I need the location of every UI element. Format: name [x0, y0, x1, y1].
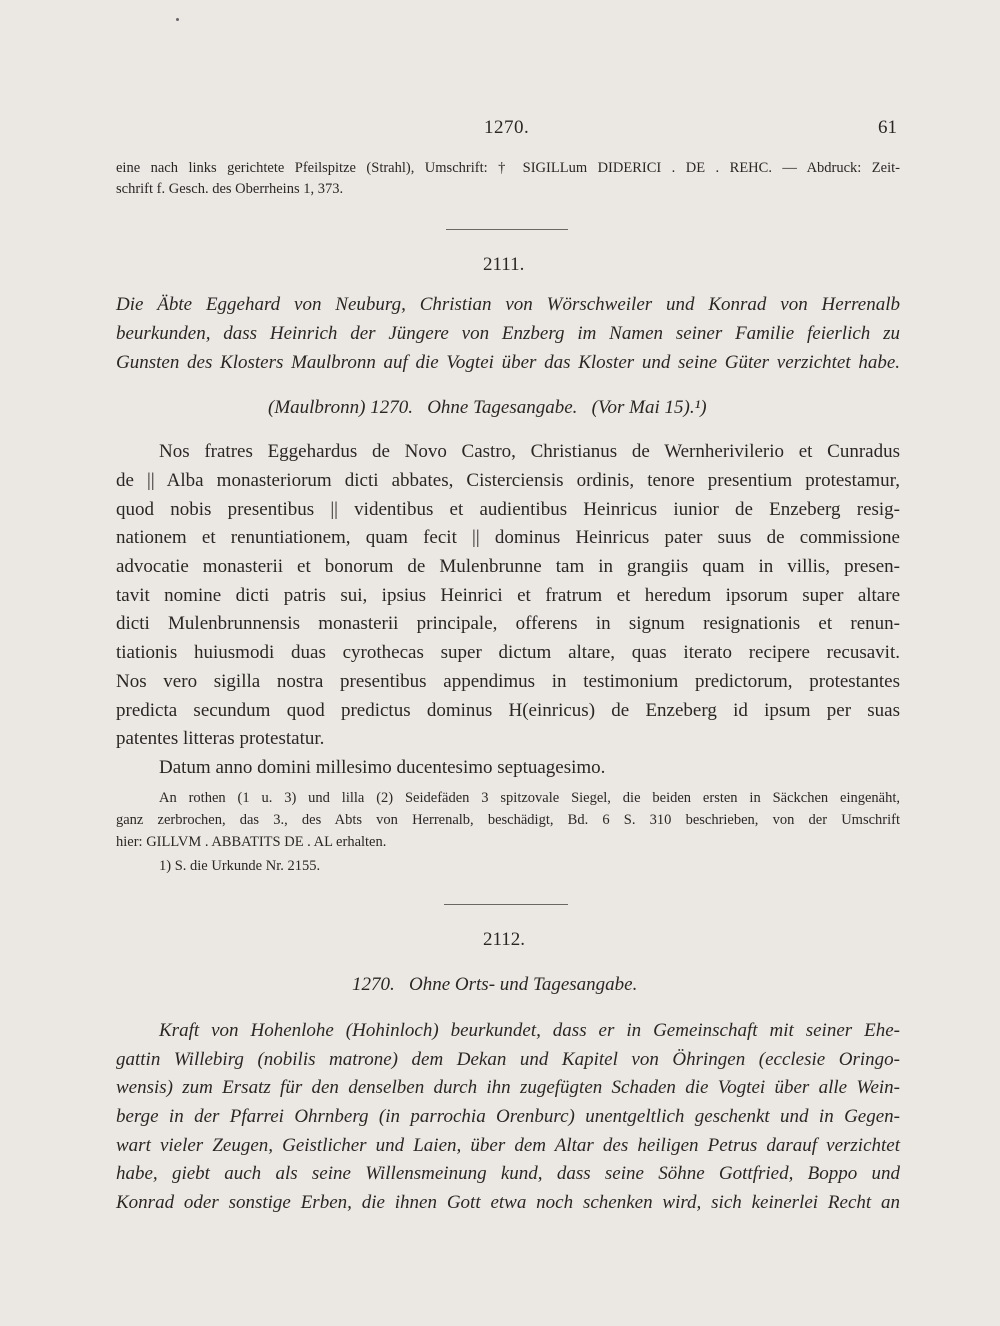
section-divider: [446, 229, 568, 230]
document-number: 2112.: [483, 929, 526, 950]
text-line: de || Alba monasteriorum dicti abbates, Cisterciensis ordinis, tenore presentium protestamur,: [116, 470, 900, 491]
datum-line: Datum anno domini millesimo ducentesimo septuagesimo.: [159, 757, 606, 778]
text-line: Nos vero sigilla nostra presentibus appendimus in testimonium predictorum, protestantes: [116, 671, 900, 692]
speck-mark: [176, 18, 179, 21]
summary-line: wart vieler Zeugen, Geistlicher und Laien, über dem Altar des heiligen Petrus darauf verzichtet: [116, 1135, 900, 1156]
summary-line: beurkunden, dass Heinrich der Jüngere von Enzberg im Namen seiner Familie feierlich zu: [116, 323, 900, 344]
dateline: 1270. Ohne Orts- und Tagesangabe.: [352, 974, 638, 995]
summary-line: gattin Willebirg (nobilis matrone) dem Dekan und Kapitel von Öhringen (ecclesie Oringo-: [116, 1049, 900, 1070]
text-line: dicti Mulenbrunnensis monasterii principale, offerens in signum resignationis et renun-: [116, 613, 900, 634]
footnote: 1) S. die Urkunde Nr. 2155.: [159, 858, 321, 874]
document-number: 2111.: [483, 254, 525, 275]
text-line: nationem et renuntiationem, quam fecit || dominus Heinricus pater suus de commissione: [116, 527, 900, 548]
section-divider: [444, 904, 568, 905]
dateline: (Maulbronn) 1270. Ohne Tagesangabe. (Vor Mai 15).¹): [268, 397, 707, 418]
note-line: hier: GILLVM . ABBATITS DE . AL erhalten.: [116, 834, 387, 850]
text-line: quod nobis presentibus || videntibus et audientibus Heinricus iunior de Enzeberg resig-: [116, 499, 900, 520]
summary-line: Kraft von Hohenlohe (Hohinloch) beurkundet, dass er in Gemeinschaft mit seiner Ehe-: [159, 1020, 900, 1041]
text-line: tiationis huiusmodi duas cyrothecas super dictum altare, quas iterato recipere recusavit.: [116, 642, 900, 663]
summary-line: wensis) zum Ersatz für den denselben durch ihn zugefügten Schaden die Vogtei über alle Wein-: [116, 1077, 900, 1098]
text-line: patentes litteras protestatur.: [116, 728, 325, 749]
carryover-line: eine nach links gerichtete Pfeilspitze (Strahl), Umschrift: † SIGILLum DIDERICI . DE . REHC. — Abdruck: Zeit-: [116, 160, 900, 176]
carryover-line: schrift f. Gesch. des Oberrheins 1, 373.: [116, 181, 344, 197]
note-line: An rothen (1 u. 3) und lilla (2) Seidefäden 3 spitzovale Siegel, die beiden ersten in Säckchen eingenäht,: [159, 790, 900, 806]
note-line: ganz zerbrochen, das 3., des Abts von Herrenalb, beschädigt, Bd. 6 S. 310 beschrieben, von der Umschrift: [116, 812, 900, 828]
running-header-year: 1270.: [484, 117, 530, 138]
summary-line: Die Äbte Eggehard von Neuburg, Christian von Wörschweiler und Konrad von Herrenalb: [116, 294, 900, 315]
text-line: tavit nomine dicti patris sui, ipsius Heinrici et fratrum et heredum ipsorum super altare: [116, 585, 900, 606]
summary-line: berge in der Pfarrei Ohrnberg (in parrochia Orenburc) unentgeltlich geschenkt und in Gegen-: [116, 1106, 900, 1127]
summary-line: Gunsten des Klosters Maulbronn auf die Vogtei über das Kloster und seine Güter verzichtet habe.: [116, 352, 900, 373]
text-line: Nos fratres Eggehardus de Novo Castro, Christianus de Wernherivilerio et Cunradus: [159, 441, 900, 462]
summary-line: habe, giebt auch als seine Willensmeinung kund, dass seine Söhne Gottfried, Boppo und: [116, 1163, 900, 1184]
page-number: 61: [878, 117, 897, 138]
text-line: advocatie monasterii et bonorum de Mulenbrunne tam in grangiis quam in villis, presen-: [116, 556, 900, 577]
summary-line: Konrad oder sonstige Erben, die ihnen Gott etwa noch schenken wird, sich keinerlei Recht an: [116, 1192, 900, 1213]
text-line: predicta secundum quod predictus dominus H(einricus) de Enzeberg id ipsum per suas: [116, 700, 900, 721]
